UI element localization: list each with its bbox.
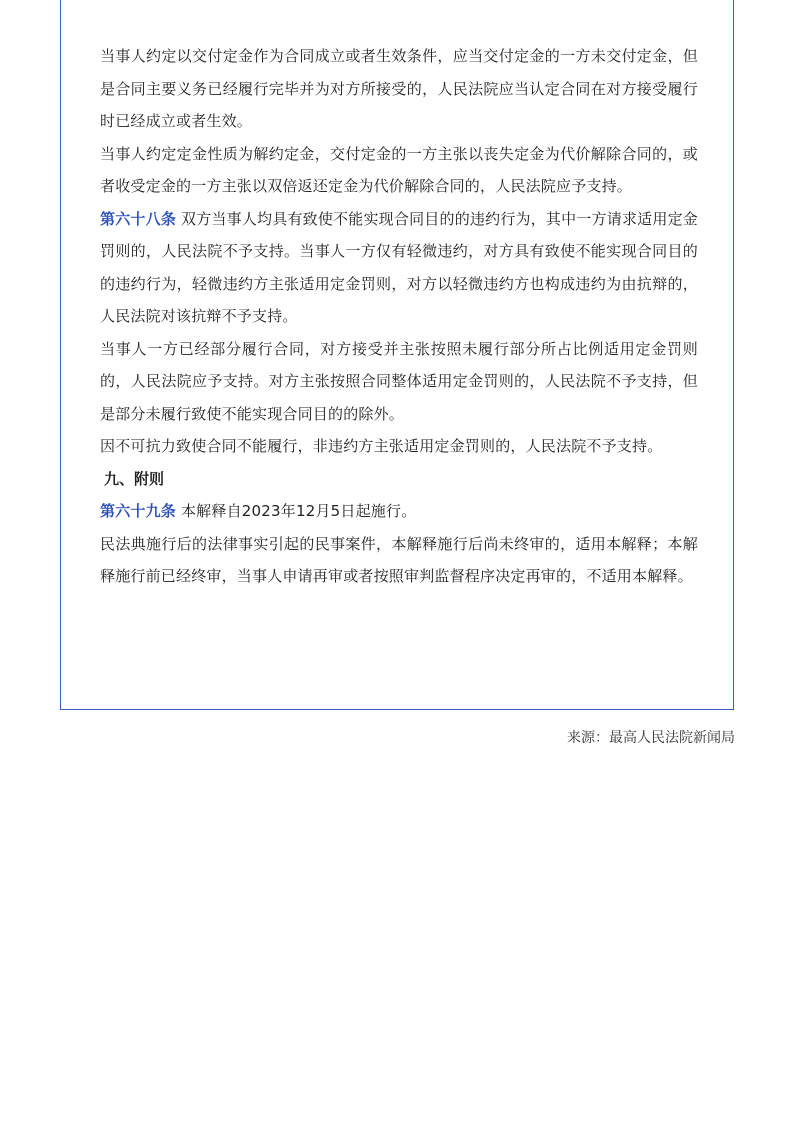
paragraph-applicability: 民法典施行后的法律事实引起的民事案件，本解释施行后尚未终审的，适用本解释；本解释施行前已经终审，当事人申请再审或者按照审判监督程序决定再审的，不适用本解释。 — [100, 534, 698, 585]
source-attribution: 来源：最高人民法院新闻局 — [567, 730, 735, 746]
document-body — [100, 40, 698, 593]
paragraph-partial-performance: 当事人一方已经部分履行合同，对方接受并主张按照未履行部分所占比例适用定金罚则的，人民法院应予支持。对方主张按照合同整体适用定金罚则的，人民法院不予支持，但是部分未履行致使不能实现合同目的的除外。 — [100, 339, 698, 423]
paragraph-force-majeure: 因不可抗力致使合同不能履行，非违约方主张适用定金罚则的，人民法院不予支持。 — [100, 437, 663, 455]
paragraph-rescission-deposit: 当事人约定定金性质为解约定金，交付定金的一方主张以丧失定金为代价解除合同的，或者收受定金的一方主张以双倍返还定金为代价解除合同的，人民法院应予支持。 — [100, 144, 698, 195]
article-68-label: 第六十八条 — [100, 209, 177, 228]
section-heading-supplementary: 九、附则 — [104, 469, 165, 488]
paragraph-deposit-condition: 当事人约定以交付定金作为合同成立或者生效条件，应当交付定金的一方未交付定金，但是合同主要义务已经履行完毕并为对方所接受的，人民法院应当认定合同在对方接受履行时已经成立或者生效。 — [100, 47, 698, 130]
article-68 — [100, 203, 698, 333]
article-69 — [100, 495, 698, 528]
article-68-text: 双方当事人均具有致使不能实现合同目的的违约行为，其中一方请求适用定金罚则的，人民法院不予支持。当事人一方仅有轻微违约，对方具有致使不能实现合同目的的违约行为，轻微违约方主张适用定金罚则，对方以轻微违约方也构成违约为由抗辩的，人民法院对该抗辩不予支持。 — [100, 209, 698, 325]
article-69-text: 本解释自2023年12月5日起施行。 — [176, 502, 417, 520]
article-69-label: 第六十九条 — [100, 502, 177, 520]
